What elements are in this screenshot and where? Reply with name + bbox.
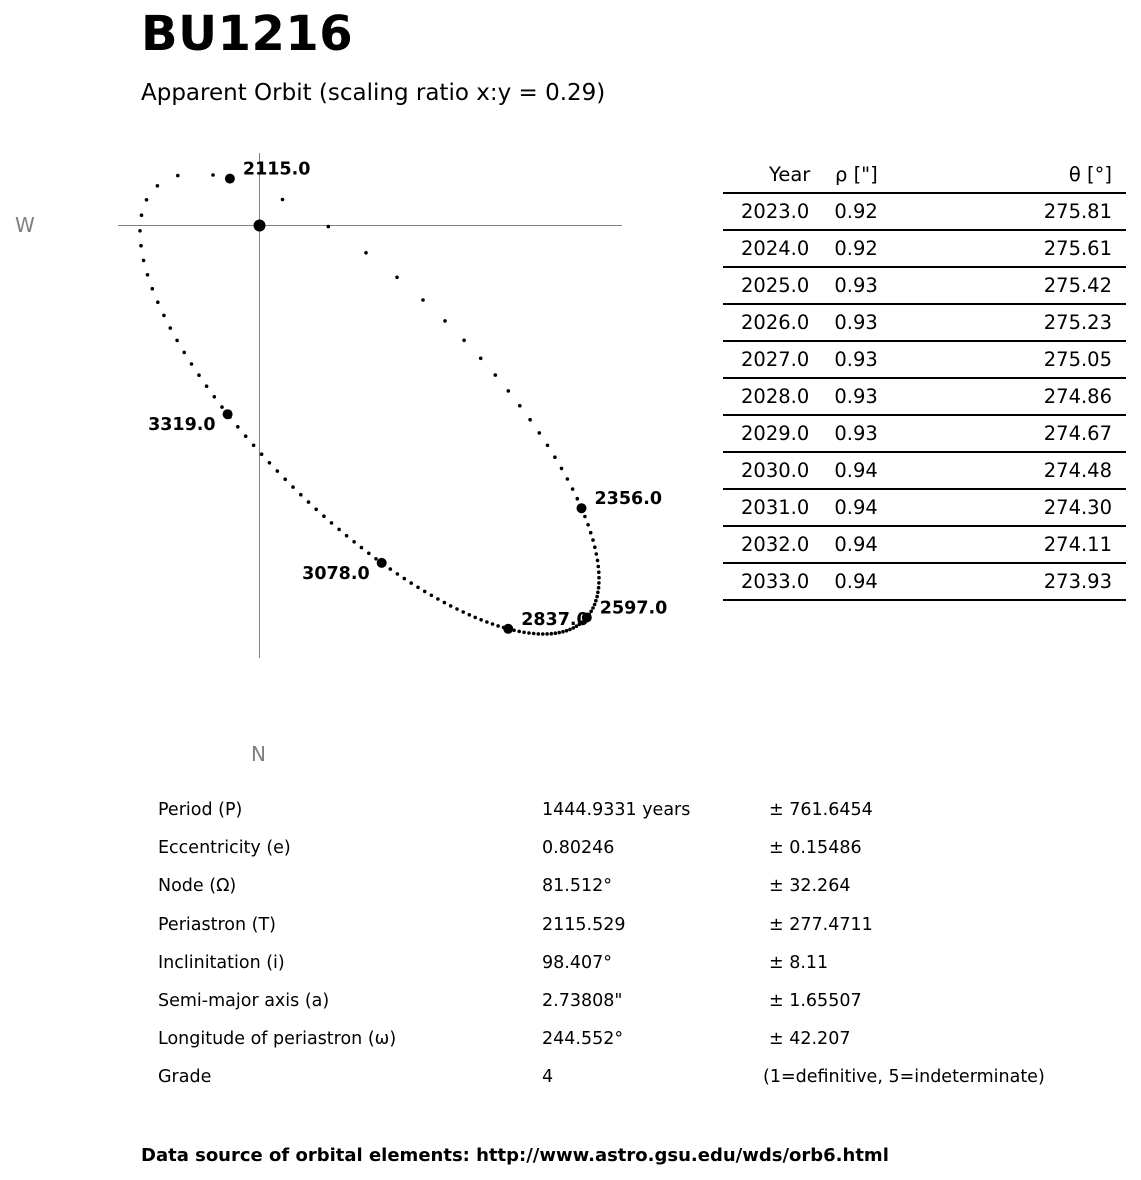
element-name: Grade: [158, 1067, 212, 1088]
orbit-dot: [364, 251, 368, 255]
orbit-dot: [389, 567, 393, 571]
orbit-dot: [532, 632, 536, 636]
orbit-dot: [586, 523, 590, 527]
ephemeris-row: [723, 452, 1126, 489]
epoch-marker: [225, 174, 235, 184]
orbit-dot: [597, 581, 601, 585]
year-cell: 2023.0: [723, 193, 834, 230]
orbit-dot: [327, 225, 331, 229]
orbit-dot: [538, 431, 542, 435]
element-error: ± 0.15486: [769, 838, 862, 859]
year-cell: 2028.0: [723, 378, 834, 415]
orbit-dot: [443, 601, 447, 605]
orbit-dot: [589, 610, 593, 614]
orbit-dot: [545, 632, 549, 636]
theta-cell: 273.93: [1044, 563, 1126, 600]
orbit-dot: [597, 570, 601, 574]
orbit-dot: [494, 373, 498, 377]
theta-cell: 274.67: [1044, 415, 1126, 452]
orbit-dot: [566, 477, 570, 481]
element-value: 0.80246: [542, 838, 615, 859]
theta-cell: 275.23: [1044, 304, 1126, 341]
orbit-dot: [596, 591, 600, 595]
orbit-dot: [491, 622, 495, 626]
orbit-dot: [591, 606, 595, 610]
ephemeris-row: [723, 415, 1126, 452]
epoch-marker: [577, 503, 587, 513]
orbit-dot: [593, 545, 597, 549]
orbit-dot: [151, 287, 155, 291]
orbit-dot: [594, 599, 598, 603]
orbit-dot: [518, 404, 522, 408]
year-cell: 2026.0: [723, 304, 834, 341]
orbit-dot: [403, 577, 407, 581]
element-error: ± 1.65507: [769, 990, 862, 1011]
orbit-dot: [360, 546, 364, 550]
orbit-dot: [597, 586, 601, 590]
orbit-dot: [423, 590, 427, 594]
orbit-dot: [541, 632, 545, 636]
element-value: 244.552°: [542, 1029, 624, 1050]
orbit-dot: [182, 351, 186, 355]
orbit-dot: [409, 581, 413, 585]
primary-star: [254, 220, 266, 232]
orbit-dot: [557, 631, 561, 635]
orbit-dot: [496, 624, 500, 628]
theta-cell: 275.05: [1044, 341, 1126, 378]
rho-cell: 0.94: [834, 452, 1043, 489]
orbit-dot: [139, 244, 143, 248]
orbit-dot: [345, 534, 349, 538]
orbit-dot: [162, 314, 166, 318]
orbit-dot: [595, 595, 599, 599]
orbit-dot: [330, 521, 334, 525]
epoch-markers: [148, 160, 667, 634]
orbit-dot: [561, 630, 565, 634]
year-cell: 2024.0: [723, 230, 834, 267]
orbit-dot: [597, 565, 601, 569]
orbit-dot: [374, 557, 378, 561]
orbit-dot: [156, 300, 160, 304]
star-title: BU1216: [141, 6, 354, 62]
epoch-label: 2356.0: [594, 489, 663, 510]
rho-cell: 0.92: [834, 230, 1043, 267]
ephemeris-row: [723, 304, 1126, 341]
orbit-dot: [468, 613, 472, 617]
theta-cell: 275.42: [1044, 267, 1126, 304]
orbit-dot: [281, 198, 285, 202]
orbit-dot: [176, 174, 180, 178]
ephemeris-table: [723, 157, 1126, 601]
element-name: Node (Ω): [158, 876, 237, 897]
year-cell: 2027.0: [723, 341, 834, 378]
orbit-dot: [352, 540, 356, 544]
orbit-dot: [197, 373, 201, 377]
orbit-dot: [522, 631, 526, 635]
rho-cell: 0.93: [834, 415, 1043, 452]
data-source-note: Data source of orbital elements: http://www.astro.gsu.edu/wds/orb6.html: [141, 1145, 889, 1166]
element-value: 98.407°: [542, 952, 612, 973]
orbit-dot: [553, 455, 557, 459]
year-cell: 2032.0: [723, 526, 834, 563]
element-error: ± 42.207: [769, 1029, 851, 1050]
chart-subtitle: Apparent Orbit (scaling ratio x:y = 0.29): [141, 80, 606, 106]
orbit-dot: [421, 298, 425, 302]
element-error: ± 8.11: [769, 952, 829, 973]
orbit-dot: [595, 552, 599, 556]
theta-cell: 274.30: [1044, 489, 1126, 526]
element-value: 4: [542, 1067, 554, 1088]
element-value: 2.73808": [542, 990, 623, 1011]
orbit-dot: [591, 538, 595, 542]
ephemeris-row: [723, 489, 1126, 526]
orbit-dot: [517, 630, 521, 634]
theta-cell: 274.86: [1044, 378, 1126, 415]
orbit-dot: [507, 389, 511, 393]
orbit-dot: [211, 173, 215, 177]
orbit-dot: [175, 339, 179, 343]
orbit-dot: [140, 213, 144, 217]
orbit-dot: [252, 444, 256, 448]
ephemeris-row: [723, 341, 1126, 378]
year-cell: 2033.0: [723, 563, 834, 600]
orbit-dot: [583, 515, 587, 519]
epoch-marker: [377, 558, 387, 568]
orbit-dot: [554, 631, 558, 635]
year-cell: 2031.0: [723, 489, 834, 526]
orbit-dot: [337, 528, 341, 532]
epoch-label: 2115.0: [242, 159, 311, 180]
orbit-dot: [213, 395, 217, 399]
ephemeris-row: [723, 230, 1126, 267]
year-cell: 2030.0: [723, 452, 834, 489]
rho-cell: 0.94: [834, 563, 1043, 600]
orbit-dot: [138, 229, 142, 233]
orbit-dot: [430, 594, 434, 598]
orbit-dot: [550, 632, 554, 636]
orbit-dot: [479, 357, 483, 361]
orbit-dot: [156, 184, 160, 188]
orbit-dot: [593, 603, 597, 607]
element-error: (1=definitive, 5=indeterminate): [763, 1067, 1045, 1088]
element-name: Eccentricity (e): [158, 838, 291, 859]
theta-cell: 275.81: [1044, 193, 1126, 230]
ephemeris-header-row: [723, 157, 1126, 193]
orbit-dot: [314, 508, 318, 512]
orbit-dot: [436, 597, 440, 601]
orbit-dot: [560, 467, 564, 471]
rho-cell: 0.94: [834, 489, 1043, 526]
year-cell: 2029.0: [723, 415, 834, 452]
orbit-dot: [485, 620, 489, 624]
orbit-dot: [322, 514, 326, 518]
orbit-dot: [396, 572, 400, 576]
orbit-dot: [596, 559, 600, 563]
orbit-dot: [479, 618, 483, 622]
orbit-dot: [473, 616, 477, 620]
element-error: ± 761.6454: [769, 800, 873, 820]
rho-cell: 0.94: [834, 526, 1043, 563]
orbit-dot: [268, 461, 272, 465]
orbit-dot: [455, 607, 459, 611]
orbit-dot: [462, 339, 466, 343]
orbit-dot: [527, 631, 531, 635]
theta-cell: 275.61: [1044, 230, 1126, 267]
element-value: 2115.529: [542, 914, 626, 935]
west-label: W: [15, 213, 35, 237]
orbit-dot: [236, 425, 240, 429]
element-error: ± 32.264: [769, 876, 851, 897]
orbit-dot: [169, 326, 173, 330]
north-label: N: [251, 742, 266, 766]
year-cell: 2025.0: [723, 267, 834, 304]
epoch-label: 2837.0: [521, 609, 589, 630]
element-error: ± 277.4711: [769, 914, 873, 935]
orbit-dot: [528, 418, 532, 422]
ephemeris-row: [723, 193, 1126, 230]
orbit-dot: [145, 198, 149, 202]
orbit-dot: [443, 319, 447, 323]
orbit-dot: [299, 493, 303, 497]
rho-cell: 0.93: [834, 378, 1043, 415]
epoch-marker: [223, 409, 233, 419]
orbit-dot: [276, 469, 280, 473]
orbit-dot: [571, 487, 575, 491]
theta-cell: 274.48: [1044, 452, 1126, 489]
orbit-dot: [416, 586, 420, 590]
orbit-dot: [291, 485, 295, 489]
orbit-dot: [461, 610, 465, 614]
orbit-dot: [190, 362, 194, 366]
ephemeris-row: [723, 526, 1126, 563]
ephemeris-row: [723, 563, 1126, 600]
element-value: 1444.9331 years: [542, 800, 691, 820]
orbit-dot: [576, 497, 580, 501]
orbit-dot: [597, 576, 601, 580]
orbit-dot: [260, 452, 264, 456]
orbit-dot: [205, 384, 209, 388]
rho-cell: 0.93: [834, 304, 1043, 341]
column-header-rho: ρ ["]: [834, 157, 1043, 193]
element-value: 81.512°: [542, 876, 612, 897]
orbit-dot: [283, 477, 287, 481]
orbit-dot: [395, 276, 399, 280]
orbit-dot: [244, 434, 248, 438]
rho-cell: 0.93: [834, 267, 1043, 304]
orbit-dot: [142, 259, 146, 263]
element-name: Periastron (T): [158, 914, 276, 935]
epoch-label: 2597.0: [599, 598, 668, 619]
rho-cell: 0.93: [834, 341, 1043, 378]
orbit-dot: [449, 604, 453, 608]
orbit-plot: [0, 140, 720, 780]
column-header-year: Year: [723, 157, 834, 193]
orbit-dot: [220, 405, 224, 409]
orbit-dot: [307, 500, 311, 504]
orbit-dot: [546, 444, 550, 448]
epoch-label: 3319.0: [148, 415, 216, 436]
orbit-dot: [146, 273, 150, 277]
element-name: Period (P): [158, 800, 243, 820]
epoch-marker: [503, 624, 513, 634]
ephemeris-row: [723, 267, 1126, 304]
column-header-theta: θ [°]: [1044, 157, 1126, 193]
epoch-label: 3078.0: [302, 563, 370, 584]
element-name: Inclinitation (i): [158, 952, 285, 973]
element-name: Longitude of periastron (ω): [158, 1029, 397, 1050]
theta-cell: 274.11: [1044, 526, 1126, 563]
rho-cell: 0.92: [834, 193, 1043, 230]
orbit-dot: [589, 531, 593, 535]
element-name: Semi-major axis (a): [158, 990, 330, 1011]
ephemeris-row: [723, 378, 1126, 415]
orbit-dot: [367, 552, 371, 556]
orbit-dot: [537, 632, 541, 636]
